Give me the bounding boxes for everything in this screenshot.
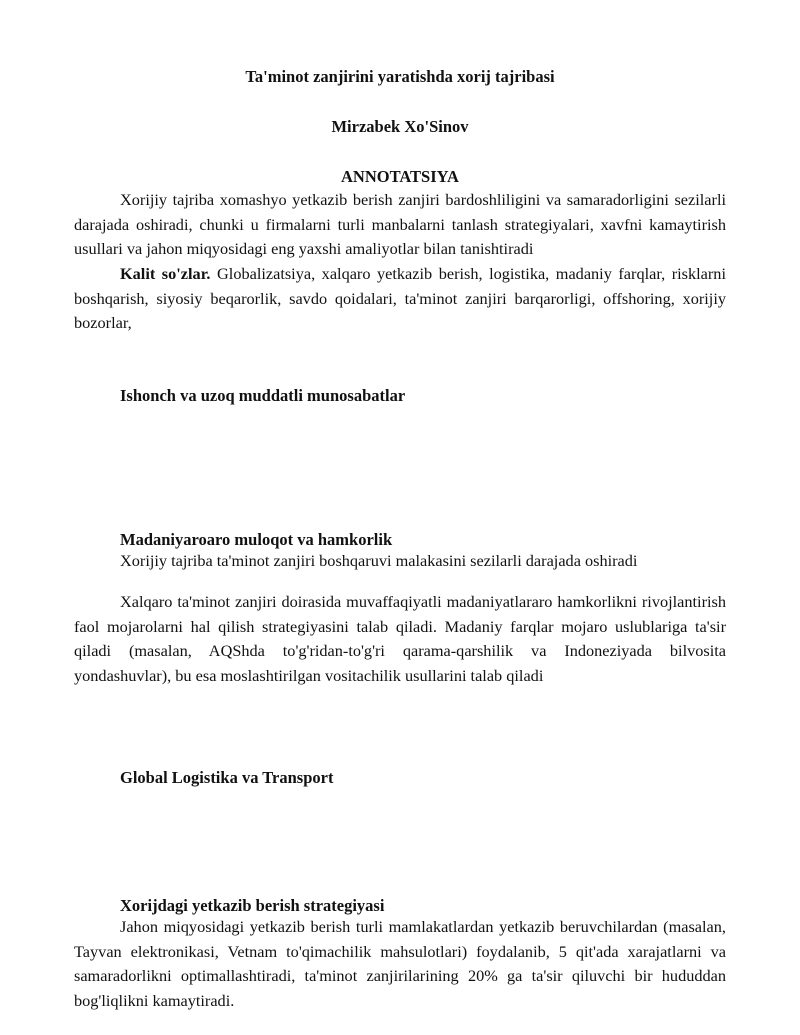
- keywords-text: Globalizatsiya, xalqaro yetkazib berish, logistika, madaniy farqlar, risklarni boshqarish, siyosiy beqarorlik, savdo qoidalari, ta'minot zanjiri barqarorligi, offshoring, xorijiy bozorlar,: [74, 264, 726, 332]
- author-name: Mirzabek Xo'Sinov: [331, 117, 469, 136]
- abstract-paragraph: Xorijiy tajriba xomashyo yetkazib berish zanjiri bardoshliligini va samaradorligini sezilarli darajada oshiradi, chunki u firmalarni turli manbalarni tanlash strategiyalari, xavfni kamaytirish usullari va jahon miqyosidagi eng yaxshi amaliyotlar bilan tanishtiradi: [74, 190, 726, 258]
- section-line-intercultural: Xorijiy tajriba ta'minot zanjiri boshqaruvi malakasini sezilarli darajada oshiradi: [120, 551, 638, 570]
- document-title: Ta'minot zanjirini yaratishda xorij tajribasi: [245, 67, 555, 86]
- section-paragraph-sourcing: Jahon miqyosidagi yetkazib berish turli mamlakatlardan yetkazib beruvchilardan (masalan, Tayvan elektronikasi, Vetnam to'qimachilik mahsulotlari) foydalanib, 5 qit'ada xarajatlarni va samaradorlikni optimallashtiradi, ta'minot zanjirilarining 20% ga ta'sir qiluvchi bir hududdan bog'liqlikni kamaytiradi.: [74, 917, 726, 1010]
- section-heading-sourcing: Xorijdagi yetkazib berish strategiyasi: [120, 896, 385, 915]
- section-heading-intercultural: Madaniyaroaro muloqot va hamkorlik: [120, 530, 393, 549]
- abstract-heading: ANNOTATSIYA: [341, 167, 459, 186]
- keywords-paragraph: [74, 262, 726, 336]
- section-heading-logistics: Global Logistika va Transport: [120, 768, 334, 787]
- section-heading-trust: Ishonch va uzoq muddatli munosabatlar: [120, 386, 406, 405]
- section-paragraph-intercultural: Xalqaro ta'minot zanjiri doirasida muvaffaqiyatli madaniyatlararo hamkorlikni rivojlantirish faol mojarolarni hal qilish strategiyasini talab qiladi. Madaniy farqlar mojaro uslublariga ta'sir qiladi (masalan, AQShda to'g'ridan-to'g'ri qarama-qarshilik va Indoneziyada bilvosita yondashuvlar), bu esa moslashtirilgan vositachilik usullarini talab qiladi: [74, 592, 726, 685]
- keywords-label: Kalit so'zlar.: [120, 264, 211, 283]
